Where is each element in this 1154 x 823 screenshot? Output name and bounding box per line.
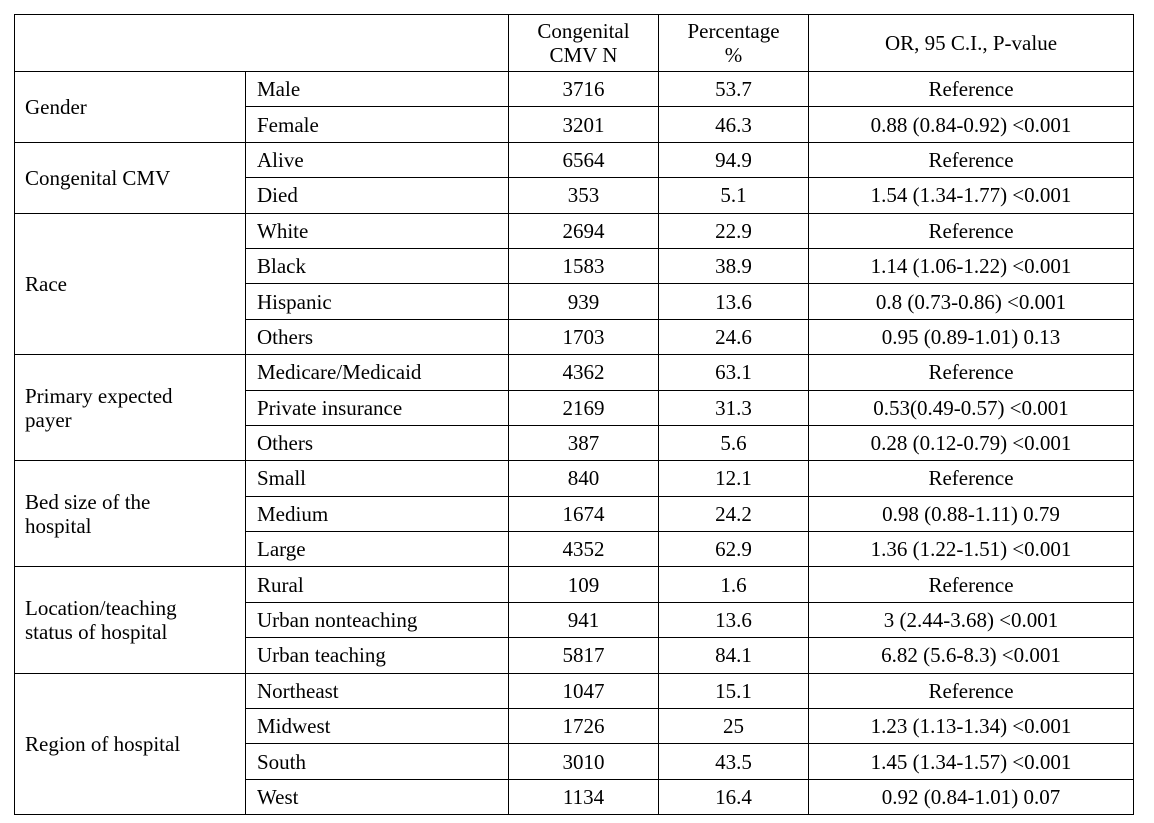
- category-cell: Alive: [246, 142, 509, 177]
- category-cell: Died: [246, 178, 509, 213]
- count-cell: 1583: [509, 248, 659, 283]
- count-cell: 1134: [509, 779, 659, 814]
- header-pct-line1: Percentage: [687, 19, 780, 43]
- count-cell: 2169: [509, 390, 659, 425]
- odds-ratio-cell: 6.82 (5.6-8.3) <0.001: [809, 638, 1134, 673]
- category-cell: Male: [246, 72, 509, 107]
- odds-ratio-cell: 1.54 (1.34-1.77) <0.001: [809, 178, 1134, 213]
- count-cell: 1703: [509, 319, 659, 354]
- odds-ratio-cell: 0.98 (0.88-1.11) 0.79: [809, 496, 1134, 531]
- group-label: Race: [15, 213, 246, 355]
- percentage-cell: 12.1: [659, 461, 809, 496]
- count-cell: 3716: [509, 72, 659, 107]
- category-cell: Rural: [246, 567, 509, 602]
- group-label: Gender: [15, 72, 246, 143]
- count-cell: 941: [509, 602, 659, 637]
- percentage-cell: 38.9: [659, 248, 809, 283]
- table-row: [15, 72, 1134, 107]
- category-cell: Small: [246, 461, 509, 496]
- odds-ratio-cell: 0.95 (0.89-1.01) 0.13: [809, 319, 1134, 354]
- category-cell: Others: [246, 319, 509, 354]
- percentage-cell: 31.3: [659, 390, 809, 425]
- category-cell: Medicare/Medicaid: [246, 355, 509, 390]
- table-row: [15, 461, 1134, 496]
- count-cell: 5817: [509, 638, 659, 673]
- percentage-cell: 24.6: [659, 319, 809, 354]
- percentage-cell: 63.1: [659, 355, 809, 390]
- odds-ratio-cell: 1.23 (1.13-1.34) <0.001: [809, 709, 1134, 744]
- count-cell: 387: [509, 425, 659, 460]
- category-cell: South: [246, 744, 509, 779]
- percentage-cell: 24.2: [659, 496, 809, 531]
- count-cell: 4352: [509, 532, 659, 567]
- category-cell: Large: [246, 532, 509, 567]
- count-cell: 353: [509, 178, 659, 213]
- category-cell: Medium: [246, 496, 509, 531]
- count-cell: 3010: [509, 744, 659, 779]
- group-label: Primary expected payer: [15, 355, 246, 461]
- header-congenital-cmv-n: [509, 15, 659, 72]
- category-cell: Others: [246, 425, 509, 460]
- group-label: Congenital CMV: [15, 142, 246, 213]
- count-cell: 1047: [509, 673, 659, 708]
- percentage-cell: 84.1: [659, 638, 809, 673]
- odds-ratio-cell: Reference: [809, 72, 1134, 107]
- category-cell: Hispanic: [246, 284, 509, 319]
- odds-ratio-cell: 0.8 (0.73-0.86) <0.001: [809, 284, 1134, 319]
- odds-ratio-cell: 1.45 (1.34-1.57) <0.001: [809, 744, 1134, 779]
- header-pct-line2: %: [724, 43, 743, 67]
- odds-ratio-cell: 0.53(0.49-0.57) <0.001: [809, 390, 1134, 425]
- odds-ratio-cell: 0.88 (0.84-0.92) <0.001: [809, 107, 1134, 142]
- count-cell: 6564: [509, 142, 659, 177]
- percentage-cell: 1.6: [659, 567, 809, 602]
- category-cell: West: [246, 779, 509, 814]
- percentage-cell: 5.6: [659, 425, 809, 460]
- odds-ratio-cell: 3 (2.44-3.68) <0.001: [809, 602, 1134, 637]
- cmv-characteristics-table: [14, 14, 1134, 815]
- odds-ratio-cell: Reference: [809, 142, 1134, 177]
- group-label: Region of hospital: [15, 673, 246, 815]
- count-cell: 109: [509, 567, 659, 602]
- table-row: [15, 355, 1134, 390]
- percentage-cell: 13.6: [659, 284, 809, 319]
- count-cell: 1726: [509, 709, 659, 744]
- category-cell: Black: [246, 248, 509, 283]
- percentage-cell: 25: [659, 709, 809, 744]
- table-row: [15, 213, 1134, 248]
- count-cell: 840: [509, 461, 659, 496]
- odds-ratio-cell: Reference: [809, 673, 1134, 708]
- header-n-line2: CMV N: [549, 43, 618, 67]
- odds-ratio-cell: 1.36 (1.22-1.51) <0.001: [809, 532, 1134, 567]
- group-label: Location/teaching status of hospital: [15, 567, 246, 673]
- odds-ratio-cell: 0.92 (0.84-1.01) 0.07: [809, 779, 1134, 814]
- header-blank-cell: [15, 15, 509, 72]
- count-cell: 3201: [509, 107, 659, 142]
- percentage-cell: 22.9: [659, 213, 809, 248]
- table-row: [15, 673, 1134, 708]
- category-cell: White: [246, 213, 509, 248]
- table-body: [15, 15, 1134, 815]
- category-cell: Midwest: [246, 709, 509, 744]
- header-n-line1: Congenital: [537, 19, 630, 43]
- percentage-cell: 62.9: [659, 532, 809, 567]
- count-cell: 2694: [509, 213, 659, 248]
- table-row: [15, 142, 1134, 177]
- odds-ratio-cell: 0.28 (0.12-0.79) <0.001: [809, 425, 1134, 460]
- percentage-cell: 94.9: [659, 142, 809, 177]
- category-cell: Female: [246, 107, 509, 142]
- category-cell: Urban nonteaching: [246, 602, 509, 637]
- percentage-cell: 15.1: [659, 673, 809, 708]
- percentage-cell: 43.5: [659, 744, 809, 779]
- count-cell: 1674: [509, 496, 659, 531]
- group-label: Bed size of the hospital: [15, 461, 246, 567]
- percentage-cell: 16.4: [659, 779, 809, 814]
- category-cell: Private insurance: [246, 390, 509, 425]
- category-cell: Northeast: [246, 673, 509, 708]
- count-cell: 939: [509, 284, 659, 319]
- table-row: [15, 567, 1134, 602]
- odds-ratio-cell: 1.14 (1.06-1.22) <0.001: [809, 248, 1134, 283]
- header-percentage: [659, 15, 809, 72]
- percentage-cell: 53.7: [659, 72, 809, 107]
- percentage-cell: 46.3: [659, 107, 809, 142]
- header-or-ci-pvalue: OR, 95 C.I., P-value: [809, 15, 1134, 72]
- category-cell: Urban teaching: [246, 638, 509, 673]
- odds-ratio-cell: Reference: [809, 461, 1134, 496]
- odds-ratio-cell: Reference: [809, 567, 1134, 602]
- header-row: [15, 15, 1134, 72]
- odds-ratio-cell: Reference: [809, 213, 1134, 248]
- count-cell: 4362: [509, 355, 659, 390]
- odds-ratio-cell: Reference: [809, 355, 1134, 390]
- percentage-cell: 5.1: [659, 178, 809, 213]
- percentage-cell: 13.6: [659, 602, 809, 637]
